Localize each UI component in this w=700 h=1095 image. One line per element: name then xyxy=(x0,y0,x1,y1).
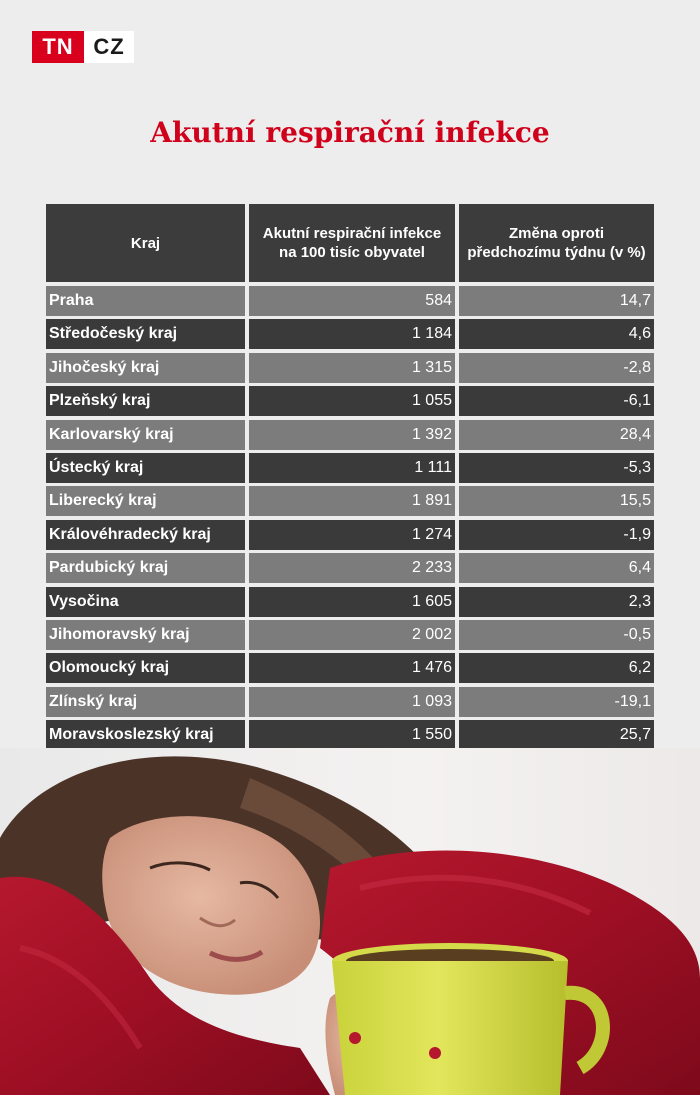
cell-zmena: -0,5 xyxy=(459,620,654,650)
header-infekce: Akutní respirační infekce na 100 tisíc obyvatel xyxy=(249,204,455,282)
cell-infekce: 2 002 xyxy=(249,620,455,650)
table-body xyxy=(46,286,654,750)
cell-zmena: 6,2 xyxy=(459,653,654,683)
cell-kraj: Středočeský kraj xyxy=(46,319,245,349)
table-row xyxy=(46,520,654,550)
cell-zmena: -6,1 xyxy=(459,386,654,416)
cell-kraj: Jihočeský kraj xyxy=(46,353,245,383)
cell-zmena: 6,4 xyxy=(459,553,654,583)
cell-infekce: 584 xyxy=(249,286,455,316)
cell-kraj: Královéhradecký kraj xyxy=(46,520,245,550)
table-header xyxy=(46,204,654,282)
cell-kraj: Jihomoravský kraj xyxy=(46,620,245,650)
cell-kraj: Pardubický kraj xyxy=(46,553,245,583)
cell-kraj: Zlínský kraj xyxy=(46,687,245,717)
cell-kraj: Karlovarský kraj xyxy=(46,420,245,450)
table-row xyxy=(46,386,654,416)
cell-infekce: 1 274 xyxy=(249,520,455,550)
cell-zmena: 25,7 xyxy=(459,720,654,750)
logo-tn: TN xyxy=(32,31,84,63)
cell-zmena: -19,1 xyxy=(459,687,654,717)
table-row xyxy=(46,720,654,750)
table-row xyxy=(46,420,654,450)
cell-zmena: -1,9 xyxy=(459,520,654,550)
table-row xyxy=(46,587,654,617)
page-title: Akutní respirační infekce xyxy=(150,116,550,149)
table-row xyxy=(46,453,654,483)
sick-woman-photo xyxy=(0,748,700,1095)
cell-infekce: 2 233 xyxy=(249,553,455,583)
table-row xyxy=(46,286,654,316)
cell-infekce: 1 392 xyxy=(249,420,455,450)
logo-cz: CZ xyxy=(84,31,134,63)
data-table xyxy=(46,204,654,753)
cell-zmena: -5,3 xyxy=(459,453,654,483)
cell-zmena: 15,5 xyxy=(459,486,654,516)
cell-kraj: Liberecký kraj xyxy=(46,486,245,516)
cell-kraj: Plzeňský kraj xyxy=(46,386,245,416)
cell-infekce: 1 476 xyxy=(249,653,455,683)
cell-infekce: 1 605 xyxy=(249,587,455,617)
table-row xyxy=(46,486,654,516)
tn-cz-logo[interactable] xyxy=(32,31,134,63)
table-row xyxy=(46,687,654,717)
cell-infekce: 1 093 xyxy=(249,687,455,717)
cell-kraj: Praha xyxy=(46,286,245,316)
cell-infekce: 1 891 xyxy=(249,486,455,516)
cell-zmena: 2,3 xyxy=(459,587,654,617)
cell-zmena: 4,6 xyxy=(459,319,654,349)
table-row xyxy=(46,620,654,650)
cell-kraj: Ústecký kraj xyxy=(46,453,245,483)
cell-infekce: 1 550 xyxy=(249,720,455,750)
cell-kraj: Vysočina xyxy=(46,587,245,617)
header-zmena: Změna oproti předchozímu týdnu (v %) xyxy=(459,204,654,282)
cell-infekce: 1 111 xyxy=(249,453,455,483)
table-row xyxy=(46,653,654,683)
cell-infekce: 1 315 xyxy=(249,353,455,383)
cell-kraj: Moravskoslezský kraj xyxy=(46,720,245,750)
cell-kraj: Olomoucký kraj xyxy=(46,653,245,683)
table-row xyxy=(46,353,654,383)
cell-infekce: 1 184 xyxy=(249,319,455,349)
cell-infekce: 1 055 xyxy=(249,386,455,416)
table-row xyxy=(46,553,654,583)
header-kraj: Kraj xyxy=(46,204,245,282)
cell-zmena: 14,7 xyxy=(459,286,654,316)
table-row xyxy=(46,319,654,349)
cell-zmena: -2,8 xyxy=(459,353,654,383)
cell-zmena: 28,4 xyxy=(459,420,654,450)
